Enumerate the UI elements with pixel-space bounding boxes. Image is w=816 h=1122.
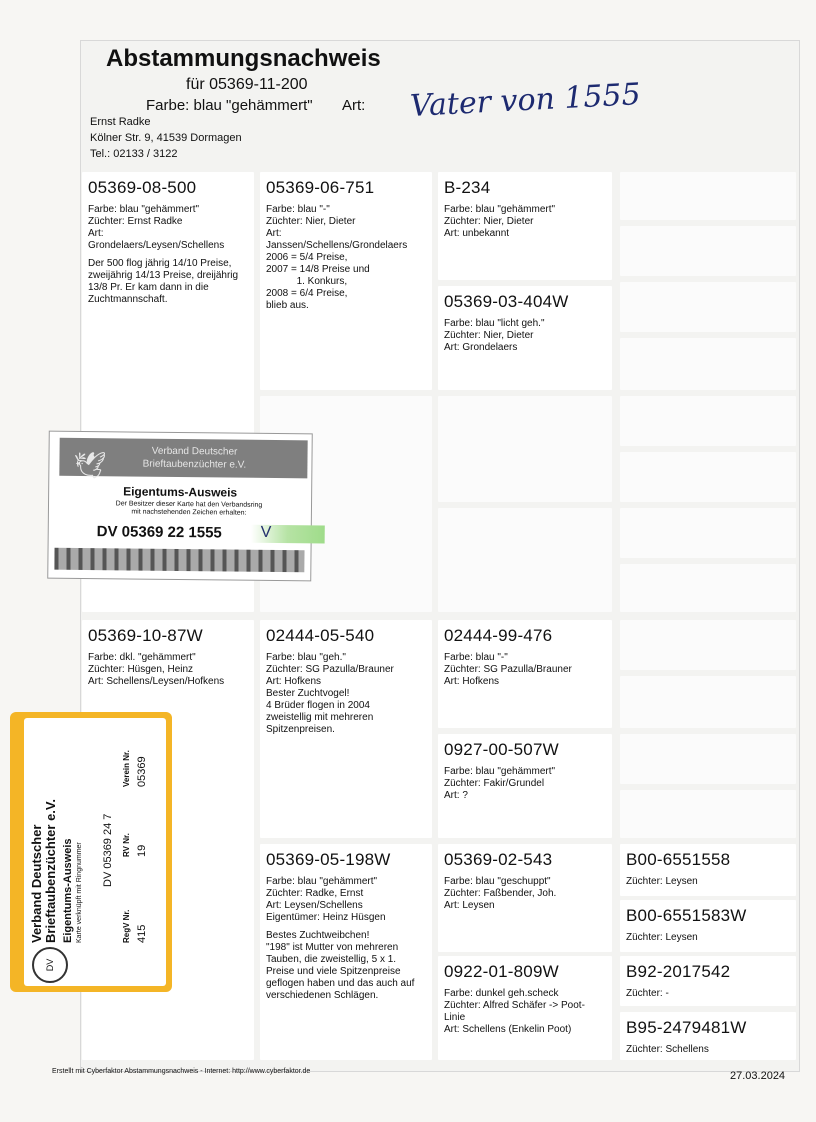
rv-label: RV Nr.	[122, 833, 131, 857]
handwritten-note: Vater von 1555	[409, 76, 642, 125]
pedigree-card-ggf-3	[438, 620, 612, 728]
pedigree-card-empty	[620, 676, 796, 728]
pedigree-card-ggm-1	[438, 286, 612, 390]
verein-value: 05369	[136, 756, 148, 787]
dove-icon: 🕊	[73, 449, 107, 481]
ring-number: 05369-03-404W	[444, 292, 569, 311]
ring-number: B92-2017542	[626, 962, 731, 981]
ring-number: 0927-00-507W	[444, 740, 559, 759]
pedigree-card-gggf-1	[620, 844, 796, 896]
card-pattern	[54, 548, 304, 573]
bird-info: Farbe: blau "-" Züchter: SG Pazulla/Brauner Art: Hofkens	[444, 652, 572, 687]
regv-value: 415	[136, 924, 148, 943]
ring-number: B00-6551558	[626, 850, 731, 869]
bird-info: Farbe: blau "gehämmert" Züchter: Nier, Dieter Art: unbekannt	[444, 204, 556, 239]
card-title: Eigentums-Ausweis	[62, 838, 74, 943]
pedigree-card-empty	[620, 564, 796, 612]
card-rotated-content	[24, 719, 166, 987]
bird-note: Bestes Zuchtweibchen! "198" ist Mutter von mehreren Tauben, die zweistellig, 5 x 1. Preise und viele Spitzenpreise geflogen haben und das auch auf verschiedenen Schlägen.	[266, 930, 415, 1001]
handwritten-mark: V	[260, 523, 272, 541]
bird-info: Farbe: blau "gehämmert" Züchter: Fakir/Grundel Art: ?	[444, 766, 556, 801]
pedigree-card-gf-paternal	[260, 172, 432, 390]
bird-info: Farbe: blau "-" Züchter: Nier, Dieter Art: Janssen/Schellens/Grondelaers 2006 = 5/4 Preise, 2007 = 14/8 Preise und 1. Konkurs, 2008 = 6/4 Preise, blieb aus.	[266, 204, 408, 311]
pedigree-card-gf-maternal	[260, 620, 432, 838]
ring-number: 05369-10-87W	[88, 626, 203, 645]
ring-number: 05369-02-543	[444, 850, 553, 869]
bird-info: Farbe: blau "licht geh." Züchter: Nier, Dieter Art: Grondelaers	[444, 318, 545, 353]
card-title: Eigentums-Ausweis	[123, 484, 238, 500]
ring-number: 02444-99-476	[444, 626, 553, 645]
card-header-band	[59, 438, 307, 479]
verein-label: Verein Nr.	[122, 750, 131, 787]
ring-number: 02444-05-540	[266, 626, 375, 645]
subject-art-label: Art:	[342, 97, 366, 114]
card-org: Verband Deutscher Brieftaubenzüchter e.V.	[142, 445, 247, 471]
owner-phone: Tel.: 02133 / 3122	[90, 148, 178, 160]
ring-number: 05369-08-500	[88, 178, 197, 197]
bird-info: Farbe: blau "geh." Züchter: SG Pazulla/Brauner Art: Hofkens Bester Zuchtvogel! 4 Brüder flogen in 2004 zweistellig mit mehreren Spitzenpreisen.	[266, 652, 394, 735]
pedigree-card-gm-maternal	[260, 844, 432, 1060]
card-subtitle: Der Besitzer dieser Karte hat den Verbandsring mit nachstehenden Zeichen erhalten:	[115, 500, 263, 517]
bird-info: Farbe: dkl. "gehämmert" Züchter: Hüsgen, Heinz Art: Schellens/Leysen/Hofkens	[88, 652, 225, 687]
pedigree-card-empty	[620, 226, 796, 276]
ring-number: B00-6551583W	[626, 906, 747, 925]
pedigree-card-empty	[438, 396, 612, 502]
card-ring-number: DV 05369 24 7	[102, 813, 114, 887]
bird-info: Farbe: blau "gehämmert" Züchter: Ernst Radke Art: Grondelaers/Leysen/Schellens	[88, 204, 225, 251]
bird-info: Farbe: blau "geschuppt" Züchter: Faßbender, Joh. Art: Leysen	[444, 876, 557, 911]
footer-credit: Erstellt mit Cyberfaktor Abstammungsnachweis - Internet: http://www.cyberfaktor.de	[52, 1068, 311, 1075]
ring-number: B95-2479481W	[626, 1018, 747, 1037]
footer-date: 27.03.2024	[730, 1070, 786, 1082]
bird-info: Züchter: Leysen	[626, 876, 698, 887]
bird-info: Farbe: dunkel geh.scheck Züchter: Alfred Schäfer -> Poot- Linie Art: Schellens (Enkelin Poot)	[444, 988, 585, 1035]
pedigree-card-ggf-1	[438, 172, 612, 280]
pedigree-card-empty	[620, 734, 796, 784]
bird-note: Der 500 flog jährig 14/10 Preise, zweijährig 14/13 Preise, dreijährig 13/8 Pr. Er kam dann in die Zuchtmannschaft.	[88, 258, 239, 305]
pedigree-card-gggf-2	[620, 956, 796, 1006]
pedigree-card-empty	[620, 282, 796, 332]
pedigree-card-empty	[438, 508, 612, 612]
ownership-card-1	[47, 431, 313, 582]
owner-street: Kölner Str. 9, 41539 Dormagen	[90, 132, 242, 144]
pedigree-card-ggf-4	[438, 844, 612, 952]
regv-label: RegV Nr.	[122, 909, 131, 943]
bird-info: Züchter: Leysen	[626, 932, 698, 943]
pedigree-card-gggm-2	[620, 1012, 796, 1060]
pedigree-card-gggm-1	[620, 900, 796, 952]
card-inner	[24, 718, 166, 986]
pedigree-card-ggm-3	[438, 734, 612, 838]
seal-icon: DV	[32, 947, 68, 983]
pedigree-card-empty	[620, 790, 796, 838]
ring-number: 05369-06-751	[266, 178, 375, 197]
ring-number: 05369-05-198W	[266, 850, 391, 869]
card-org: Verband Deutscher Brieftaubenzüchter e.V.	[29, 798, 58, 943]
bird-info: Züchter: Schellens	[626, 1044, 709, 1055]
subject-ring: für 05369-11-200	[186, 76, 308, 93]
pedigree-card-empty	[620, 338, 796, 390]
bird-info: Züchter: -	[626, 988, 669, 999]
pedigree-card-ggm-4	[438, 956, 612, 1060]
pedigree-card-empty	[620, 620, 796, 670]
pedigree-card-empty	[620, 396, 796, 446]
card-ring-number: DV 05369 22 1555	[79, 523, 325, 544]
pedigree-card-empty	[620, 452, 796, 502]
subject-color: Farbe: blau "gehämmert"	[146, 97, 313, 114]
owner-name: Ernst Radke	[90, 116, 151, 128]
ring-number: 0922-01-809W	[444, 962, 559, 981]
ownership-card-2	[10, 712, 172, 992]
card-subtitle: Karte verknüpft mit Ringnummer	[76, 842, 83, 943]
rv-value: 19	[136, 844, 148, 857]
pedigree-card-empty	[620, 508, 796, 558]
document-title: Abstammungsnachweis	[106, 45, 381, 72]
pedigree-card-empty	[620, 172, 796, 220]
bird-info: Farbe: blau "gehämmert" Züchter: Radke, Ernst Art: Leysen/Schellens Eigentümer: Heinz Hüsgen	[266, 876, 386, 923]
ring-number: B-234	[444, 178, 491, 197]
